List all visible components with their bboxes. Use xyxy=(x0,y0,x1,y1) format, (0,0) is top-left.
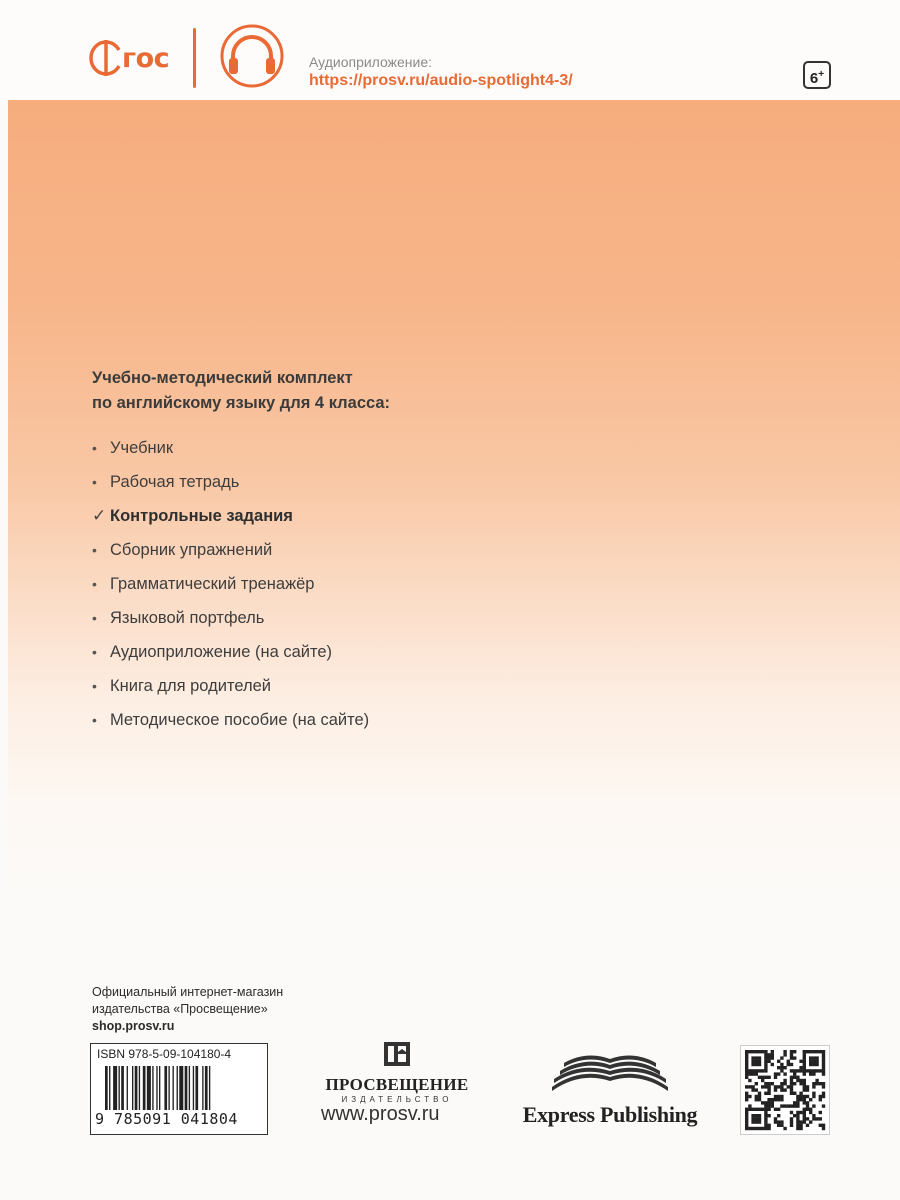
shop-line1: Официальный интернет-магазин xyxy=(92,985,284,999)
bullet-icon: • xyxy=(92,474,97,490)
kit-item-textbook xyxy=(92,437,369,471)
kit-item-teacher-guide xyxy=(92,709,369,743)
kit-item-label: Методическое пособие (на сайте) xyxy=(110,711,370,729)
open-book-icon xyxy=(550,1051,670,1095)
prosveshchenie-subtitle: ИЗДАТЕЛЬСТВО xyxy=(341,1095,453,1104)
kit-title xyxy=(92,366,390,416)
audio-app-url[interactable]: https://prosv.ru/audio-spotlight4-3/ xyxy=(309,72,573,89)
kit-item-exercises xyxy=(92,539,369,573)
kit-item-grammar xyxy=(92,573,369,607)
fgos-emblem-icon xyxy=(88,38,124,78)
headphones-icon xyxy=(215,24,289,88)
prosveshchenie-logo xyxy=(321,1040,473,1104)
barcode-bars xyxy=(105,1066,255,1110)
audio-app-label: Аудиоприложение: xyxy=(309,54,433,70)
kit-item-label: Аудиоприложение (на сайте) xyxy=(110,643,333,661)
kit-list xyxy=(92,437,369,743)
kit-item-tests xyxy=(92,505,369,539)
kit-item-label: Языковой портфель xyxy=(110,609,265,627)
shop-url[interactable]: shop.prosv.ru xyxy=(92,1019,175,1033)
kit-item-label: Контрольные задания xyxy=(110,507,293,525)
bullet-icon: • xyxy=(92,712,97,728)
kit-title-line1: Учебно-методический комплект xyxy=(92,369,353,387)
bullet-icon: • xyxy=(92,644,97,660)
audio-app-info xyxy=(309,54,573,90)
kit-item-label: Грамматический тренажёр xyxy=(110,575,315,593)
age-rating-plus: + xyxy=(818,69,825,80)
age-rating-badge xyxy=(803,61,831,89)
express-publishing-name: Express Publishing xyxy=(522,1102,698,1127)
kit-item-parents-book xyxy=(92,675,369,709)
kit-item-portfolio xyxy=(92,607,369,641)
bullet-icon: • xyxy=(92,610,97,626)
kit-item-workbook xyxy=(92,471,369,505)
prosveshchenie-url[interactable]: www.prosv.ru xyxy=(321,1103,440,1125)
prosveshchenie-emblem-icon xyxy=(380,1040,414,1068)
kit-item-label: Книга для родителей xyxy=(110,677,271,695)
bullet-icon: • xyxy=(92,440,97,456)
kit-item-audio xyxy=(92,641,369,675)
header-divider xyxy=(193,28,196,88)
bullet-icon: • xyxy=(92,542,97,558)
age-rating-number: 6 xyxy=(809,70,819,87)
prosveshchenie-name: ПРОСВЕЩЕНИЕ xyxy=(325,1075,469,1094)
isbn-number: ISBN 978-5-09-104180-4 xyxy=(97,1047,232,1061)
bullet-icon: • xyxy=(92,576,97,592)
shop-line2: издательства «Просвещение» xyxy=(92,1002,268,1016)
kit-item-label: Сборник упражнений xyxy=(110,541,273,559)
qr-code[interactable] xyxy=(740,1045,830,1135)
checkmark-icon: ✓ xyxy=(92,506,107,525)
kit-item-label: Рабочая тетрадь xyxy=(110,473,240,491)
barcode-digits: 9 785091 041804 xyxy=(95,1110,238,1128)
kit-item-label: Учебник xyxy=(110,439,174,457)
bullet-icon: • xyxy=(92,678,97,694)
express-publishing-logo xyxy=(515,1051,705,1128)
fgos-logo xyxy=(88,34,169,82)
fgos-text: гос xyxy=(122,42,170,74)
shop-info xyxy=(92,984,283,1035)
isbn-barcode xyxy=(90,1043,268,1135)
kit-title-line2: по английскому языку для 4 класса: xyxy=(92,394,391,412)
